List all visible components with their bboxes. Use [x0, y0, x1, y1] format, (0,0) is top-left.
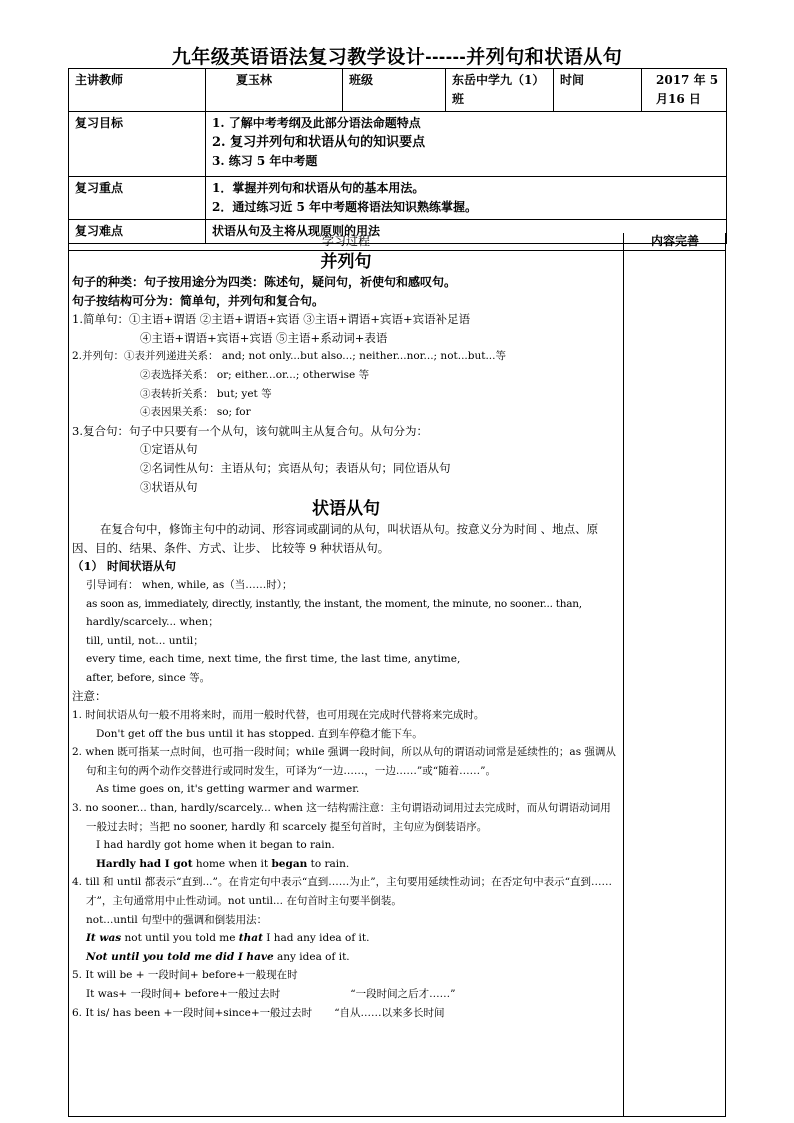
example-line: I had hardly got home when it began to rain. [96, 839, 335, 852]
example-line: As time goes on, it's getting warmer and warmer. [96, 783, 360, 796]
paragraph: 2. when 既可指某一点时间，也可指一段时间；while 强调一段时间，所以从句的谓语动词常是延续性的；as 强调从句和主句的两个动作交替进行或同时发生，可译为“一边……，一边……”或“随着……”。 [72, 746, 616, 777]
plain-text: It was+ 一段时间+ before+一般过去时 [86, 987, 281, 1000]
text-line: as soon as, immediately, directly, instantly, the instant, the moment, the minute, no sooner... than, [86, 597, 582, 610]
text-line: 1. 时间状语从句一般不用将来时，而用一般时代替，也可用现在完成时代替将来完成时。 [72, 709, 485, 722]
text-line: 3.复合句：句子中只要有一个从句，该句就叫主从复合句。从句分为： [72, 423, 428, 438]
text-line [72, 1004, 620, 1023]
focus-item: 2．通过练习近 5 年中考题将语法知识熟练掌握。 [212, 200, 478, 214]
text-line: hardly/scarcely... when； [86, 616, 219, 629]
plain-text: “自从……以来多长时间 [334, 1006, 445, 1019]
emphasis-text: began [271, 857, 308, 870]
time-label: 时间 [554, 69, 642, 112]
text-line: 5. It will be + 一段时间+ before+一般现在时 [72, 969, 298, 982]
goal-list [206, 112, 727, 177]
plain-text: 6. It is/ has been +一段时间+since+一般过去时 [72, 1006, 313, 1019]
focus-item: 1．掌握并列句和状语从句的基本用法。 [212, 181, 425, 195]
difficulty-label: 复习难点 [69, 220, 206, 244]
goal-item: 1. 了解中考考纲及此部分语法命题特点 [212, 116, 421, 130]
section-heading: 并列句 [320, 252, 372, 272]
teacher-label: 主讲教师 [69, 69, 206, 112]
process-content [72, 251, 620, 1022]
example-line [72, 948, 620, 967]
text-line: ④表因果关系： so; for [140, 406, 251, 419]
teacher-value: 夏玉林 [206, 69, 343, 112]
title-main: 九年级英语语法复习教学设计 [171, 46, 426, 68]
text-line: every time, each time, next time, the first time, the last time, anytime, [86, 653, 461, 666]
text-line: after, before, since 等。 [86, 671, 211, 684]
paragraph: 4. till 和 until 都表示“直到...”。在肯定句中表示“直到……为止”，主句要用延续性动词；在否定句中表示“直到……才”，主句通常用中止性动词。not until... 在句首时主句要半倒装。 [72, 876, 612, 907]
goal-label: 复习目标 [69, 112, 206, 177]
subheading: （1） 时间状语从句 [72, 559, 177, 574]
plain-text: home when it [192, 857, 272, 870]
title-topic: 并列句和状语从句 [466, 46, 623, 68]
paragraph: 在复合句中，修饰主句中的动词、形容词或副词的从句，叫状语从句。按意义分为时间 、地点、原因、目的、结果、条件、方式、让步、 比较等 9 种状语从句。 [72, 522, 599, 555]
text-line: ④主语+谓语+宾语+宾语 ⑤主语+系动词+表语 [140, 330, 388, 345]
class-value: 东岳中学九（1）班 [446, 69, 554, 112]
text-line [72, 985, 620, 1004]
goal-item: 3. 练习 5 年中考题 [212, 154, 318, 168]
plain-text: “一段时间之后才……” [350, 987, 456, 1000]
class-label: 班级 [343, 69, 446, 112]
paragraph: 3. no sooner... than, hardly/scarcely... when 这一结构需注意：主句谓语动词用过去完成时，而从句谓语动词用一般过去时；当把 no sooner, hardly 和 scarcely 提至句首时，主句应为倒装语序。 [72, 802, 611, 833]
text-line: 1.简单句：①主语+谓语 ②主语+谓语+宾语 ③主语+谓语+宾语+宾语补足语 [72, 312, 471, 327]
text-line: not...until 句型中的强调和倒装用法： [86, 913, 268, 926]
example-line [72, 855, 620, 874]
plain-text: I had any idea of it. [262, 932, 370, 945]
emphasis-text: Hardly had I got [96, 857, 193, 870]
focus-label: 复习重点 [69, 177, 206, 220]
goal-item: 2. 复习并列句和状语从句的知识要点 [212, 135, 426, 150]
plain-text: to rain. [307, 857, 350, 870]
example-line [72, 929, 620, 948]
section-heading: 状语从句 [312, 499, 380, 520]
text-line: ③状语从句 [140, 479, 198, 494]
time-value: 2017 年 5 月16 日 [642, 69, 727, 112]
text-line: ②名词性从句：主语从句；宾语从句；表语从句；同位语从句 [140, 460, 451, 475]
process-heading: 学习过程 [68, 233, 624, 251]
example-line: Don't get off the bus until it has stopped. 直到车停稳才能下车。 [96, 727, 423, 740]
emphasis-text: It was [86, 932, 122, 945]
text-line: 句子按结构可分为：简单句，并列句和复合句。 [72, 293, 325, 308]
text-line: 句子的种类：句子按用途分为四类：陈述句，疑问句，祈使句和感叹句。 [72, 275, 457, 289]
difficulty-value: 状语从句及主将从现原则的用法 [206, 220, 727, 244]
text-line: ③表转折关系： but; yet 等 [140, 387, 272, 400]
notes-cell [624, 233, 726, 1117]
text-line: ①定语从句 [140, 442, 198, 457]
emphasis-text: Not until you told me did I have [86, 950, 274, 963]
document-title [0, 42, 794, 69]
text-line: 注意： [72, 689, 107, 704]
plain-text: any idea of it. [273, 950, 350, 963]
text-line: 引导词有： when, while, as（当……时）； [86, 578, 293, 591]
lesson-info-table [68, 68, 727, 244]
text-line: till, until, not... until； [86, 634, 204, 647]
focus-list [206, 177, 727, 220]
emphasis-text: that [238, 932, 263, 945]
text-line: 2.并列句：①表并列递进关系： and; not only...but also...; neither...nor...; not...but...等 [72, 350, 506, 363]
plain-text: not until you told me [121, 932, 239, 945]
text-line: ②表选择关系： or; either...or...; otherwise 等 [140, 368, 370, 381]
title-dash: ------ [425, 47, 467, 68]
notes-heading: 内容完善 [624, 233, 726, 251]
